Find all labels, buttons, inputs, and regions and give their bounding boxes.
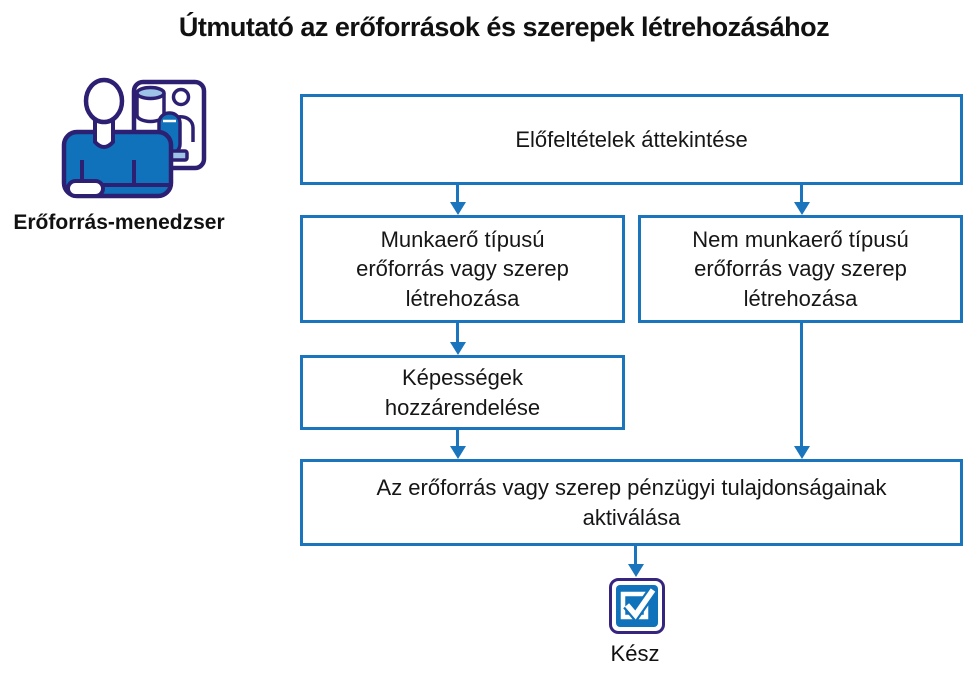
flow-box-financial (300, 459, 963, 546)
flow-box-prerequisites-label: Előfeltételek áttekintése (515, 126, 748, 152)
flow-box-capabilities (300, 355, 625, 430)
arrow-head-icon (450, 342, 466, 355)
arrow-head-icon (628, 564, 644, 577)
flow-box-prerequisites (300, 94, 963, 185)
arrow-line (800, 323, 803, 447)
flow-box-financial-label: Az erőforrás vagy szerep pénzügyi tulajdonságainak aktiválása (376, 475, 887, 530)
flow-box-workforce-label: Munkaerő típusú erőforrás vagy szerep létrehozása (356, 227, 569, 311)
arrow-line (456, 430, 459, 447)
flow-box-non-workforce-label: Nem munkaerő típusú erőforrás vagy szerep létrehozása (692, 227, 909, 311)
arrow-line (800, 185, 803, 203)
arrow-line (634, 546, 637, 565)
actor-label: Erőforrás-menedzser (13, 211, 225, 234)
arrow-head-icon (450, 202, 466, 215)
flow-box-workforce (300, 215, 625, 323)
resource-manager-icon (56, 76, 208, 202)
arrow-head-icon (794, 446, 810, 459)
checkbox-checked-icon (608, 577, 666, 635)
done-label: Kész (610, 641, 660, 666)
flow-box-capabilities-label: Képességek hozzárendelése (384, 365, 541, 420)
arrow-line (456, 323, 459, 343)
arrow-line (456, 185, 459, 203)
flow-box-non-workforce (638, 215, 963, 323)
arrow-head-icon (450, 446, 466, 459)
page-title: Útmutató az erőforrások és szerepek létrehozásához (178, 12, 830, 42)
arrow-head-icon (794, 202, 810, 215)
